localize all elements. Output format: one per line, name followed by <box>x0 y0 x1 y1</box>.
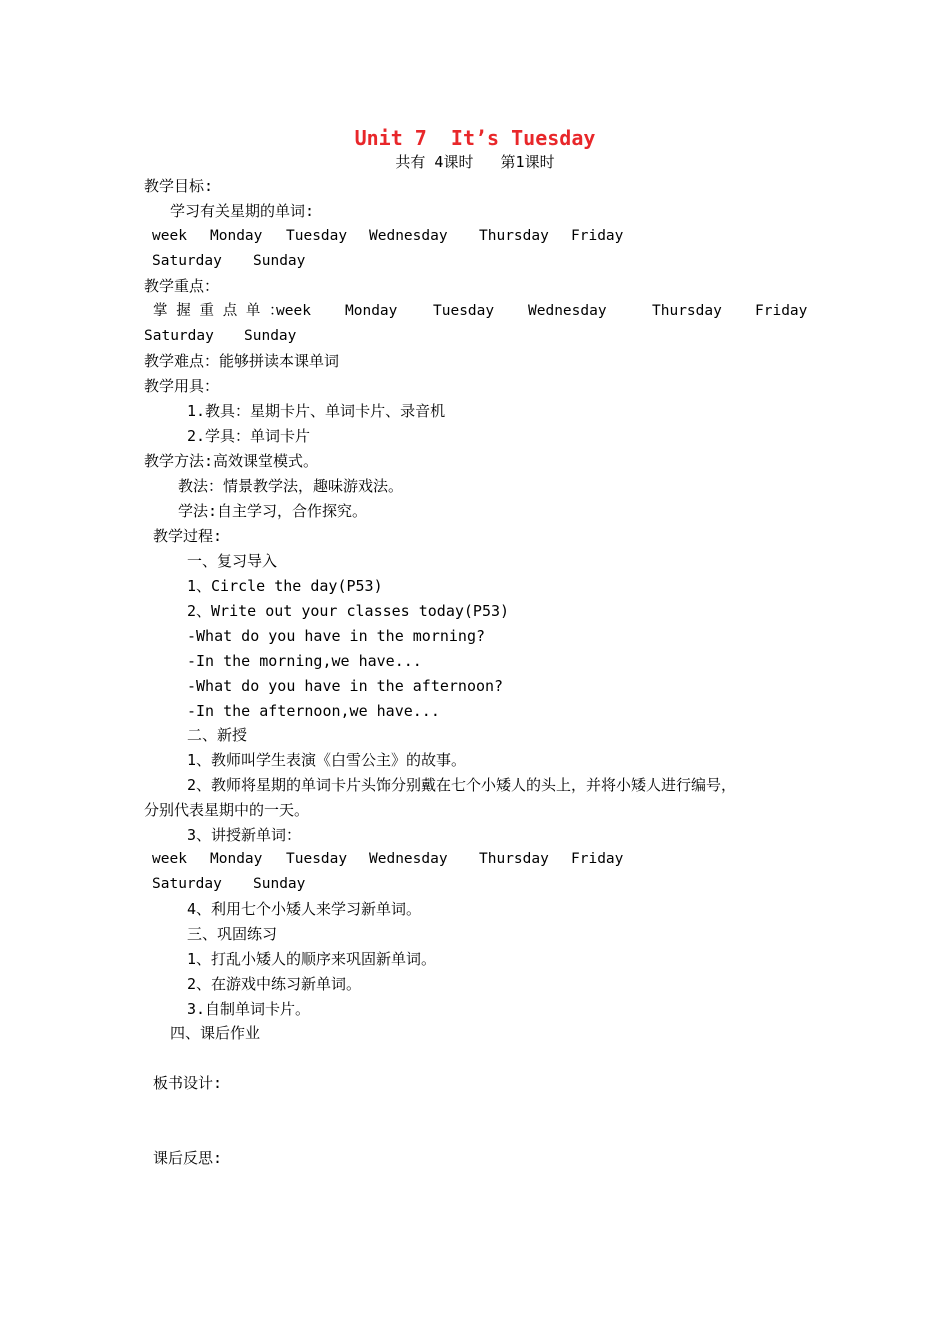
word-item: Saturday <box>144 328 214 344</box>
dialogue-question-1: -What do you have in the morning? <box>187 627 486 645</box>
new-word-list-row1 <box>0 847 950 871</box>
dialogue-answer-1: -In the morning,we have... <box>187 652 422 670</box>
word-item: Tuesday <box>286 228 348 244</box>
section-1-item-1: 1、Circle the day(P53) <box>187 577 383 595</box>
board-design-label: 板书设计: <box>153 1074 223 1092</box>
document-title: Unit 7 It’s Tuesday <box>354 126 596 150</box>
section-2-heading: 二、新授 <box>187 726 248 744</box>
section-3-heading: 三、巩固练习 <box>187 925 278 943</box>
section-4-heading: 四、课后作业 <box>170 1024 261 1042</box>
section-1-item-2: 2、Write out your classes today(P53) <box>187 602 510 620</box>
method-heading: 教学方法:高效课堂模式。 <box>144 452 319 470</box>
goals-heading: 教学目标: <box>144 177 214 195</box>
word-item: Thursday <box>479 851 549 867</box>
section-3-item-1: 1、打乱小矮人的顺序来巩固新单词。 <box>187 950 437 968</box>
word-item: week <box>152 851 187 867</box>
word-item: Wednesday <box>369 228 448 244</box>
key-heading: 教学重点： <box>144 277 220 295</box>
goals-text: 学习有关星期的单词: <box>170 202 315 220</box>
word-item: Sunday <box>244 328 297 344</box>
key-words-label: 掌 握 重 点 单 ： <box>153 303 284 319</box>
tools-heading: 教学用具： <box>144 377 220 395</box>
section-2-item-1: 1、教师叫学生表演《白雪公主》的故事。 <box>187 751 467 769</box>
key-word-list-row2 <box>0 324 950 348</box>
word-item: Thursday <box>652 303 722 319</box>
word-item: Tuesday <box>286 851 348 867</box>
section-3-item-3: 3.自制单词卡片。 <box>187 1000 311 1018</box>
dialogue-answer-2: -In the afternoon,we have... <box>187 702 440 720</box>
word-item: Thursday <box>479 228 549 244</box>
word-item: Wednesday <box>528 303 607 319</box>
lesson-count-subtitle: 共有 4课时 第1课时 <box>395 153 555 171</box>
word-item: Friday <box>755 303 808 319</box>
word-item: week <box>152 228 187 244</box>
new-word-list-row2 <box>0 872 950 896</box>
method-learn: 学法:自主学习，合作探究。 <box>178 502 368 520</box>
word-item: Saturday <box>152 253 222 269</box>
word-item: Friday <box>571 851 624 867</box>
difficulty-line: 教学难点：能够拼读本课单词 <box>144 352 340 370</box>
method-teach: 教法：情景教学法，趣味游戏法。 <box>178 477 404 495</box>
section-2-item-2: 2、教师将星期的单词卡片头饰分别戴在七个小矮人的头上，并将小矮人进行编号， <box>187 776 737 794</box>
goal-word-list-row1 <box>0 224 950 248</box>
section-2-item-3: 3、讲授新单词： <box>187 826 302 844</box>
word-item: Tuesday <box>433 303 495 319</box>
word-item: Wednesday <box>369 851 448 867</box>
word-item: week <box>276 303 311 319</box>
reflection-label: 课后反思: <box>153 1149 223 1167</box>
section-1-heading: 一、复习导入 <box>187 552 278 570</box>
word-item: Saturday <box>152 876 222 892</box>
goal-word-list-row2 <box>0 249 950 273</box>
section-3-item-2: 2、在游戏中练习新单词。 <box>187 975 362 993</box>
dialogue-question-2: -What do you have in the afternoon? <box>187 677 504 695</box>
word-item: Monday <box>210 851 263 867</box>
tools-item-2: 2.学具：单词卡片 <box>187 427 311 445</box>
section-2-item-4: 4、利用七个小矮人来学习新单词。 <box>187 900 422 918</box>
word-item: Friday <box>571 228 624 244</box>
tools-item-1: 1.教具：星期卡片、单词卡片、录音机 <box>187 402 446 420</box>
word-item: Sunday <box>253 876 306 892</box>
word-item: Sunday <box>253 253 306 269</box>
word-item: Monday <box>210 228 263 244</box>
section-2-item-2-cont: 分别代表星期中的一天。 <box>144 801 310 819</box>
process-heading: 教学过程: <box>153 527 223 545</box>
word-item: Monday <box>345 303 398 319</box>
key-word-list-row1 <box>0 299 950 323</box>
